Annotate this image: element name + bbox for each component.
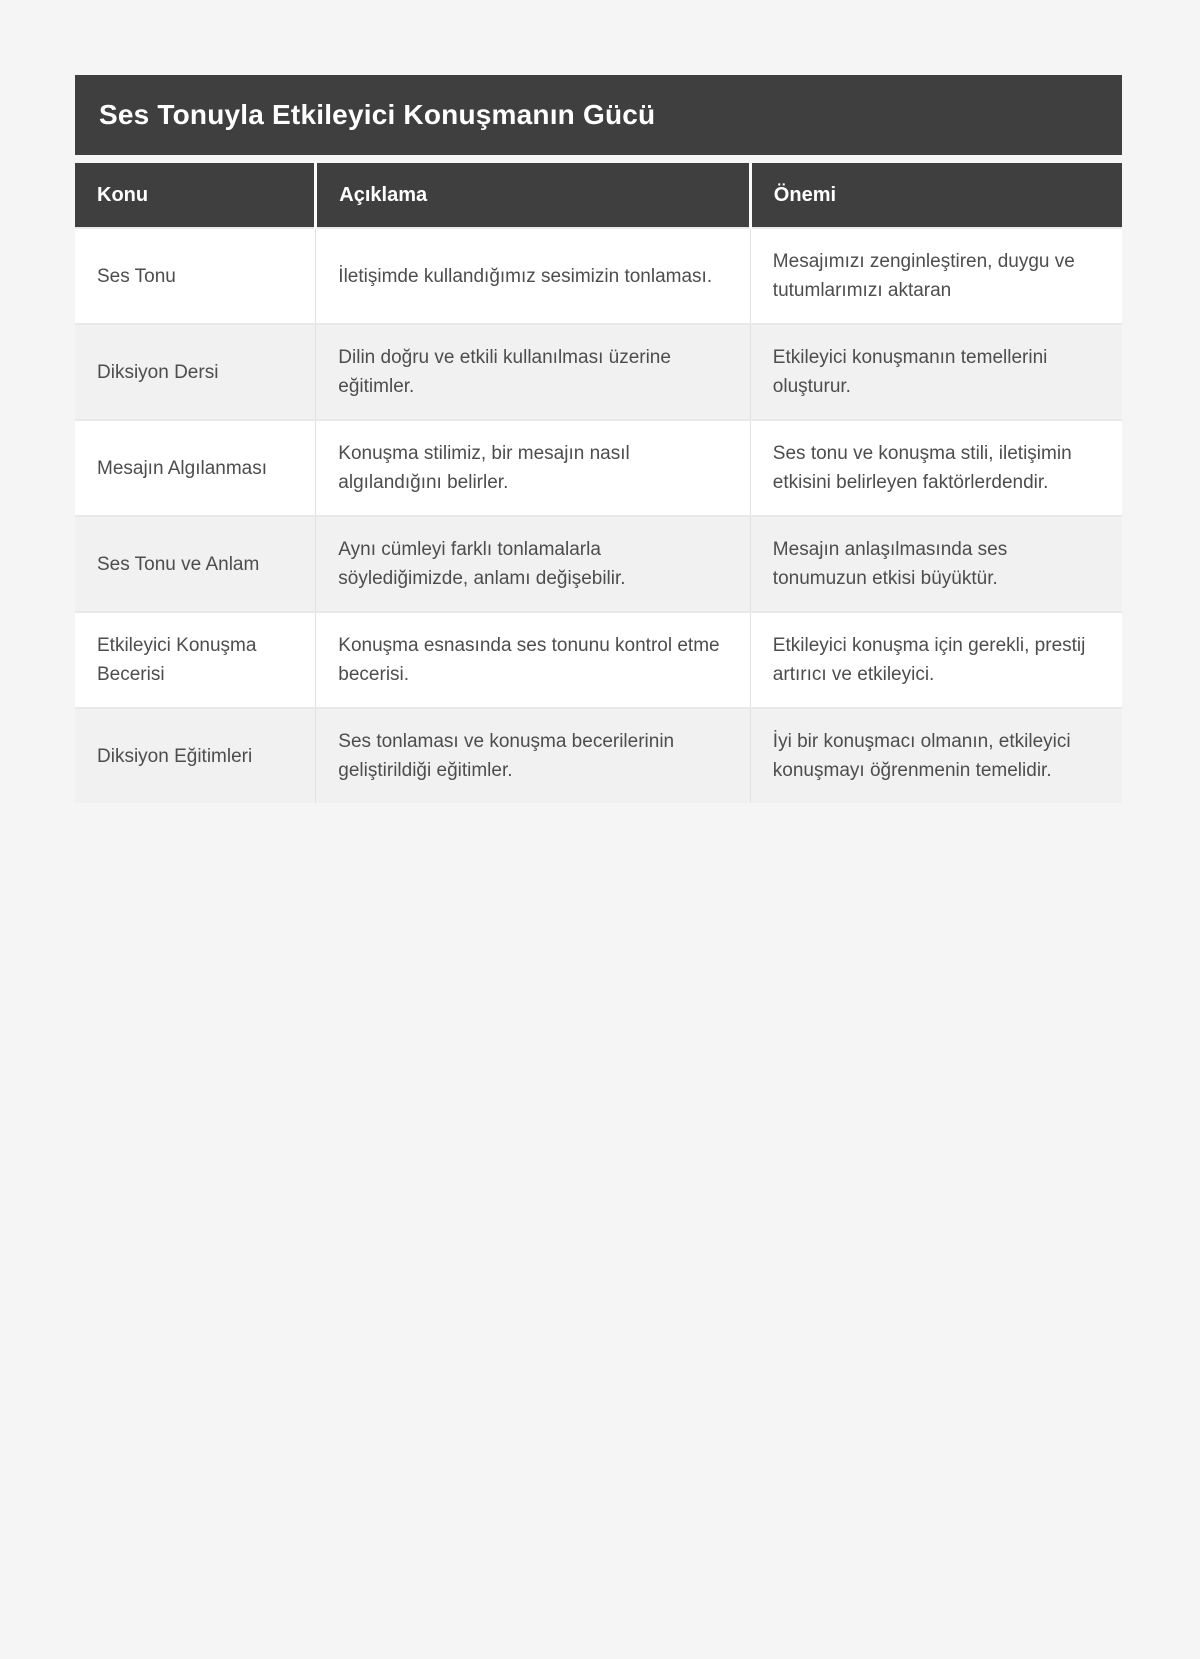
page-title: Ses Tonuyla Etkileyici Konuşmanın Gücü (75, 75, 1122, 155)
topics-table (75, 163, 1122, 803)
cell-onemi: İyi bir konuşmacı olmanın, etkileyici konuşmayı öğrenmenin temelidir. (750, 708, 1122, 803)
cell-konu: Mesajın Algılanması (75, 420, 316, 516)
cell-aciklama: Dilin doğru ve etkili kullanılması üzerine eğitimler. (316, 324, 751, 420)
cell-aciklama: İletişimde kullandığımız sesimizin tonlaması. (316, 228, 751, 324)
cell-konu: Etkileyici Konuşma Becerisi (75, 612, 316, 708)
table-row (75, 612, 1122, 708)
table-row (75, 324, 1122, 420)
cell-aciklama: Konuşma esnasında ses tonunu kontrol etme becerisi. (316, 612, 751, 708)
cell-onemi: Etkileyici konuşmanın temellerini oluşturur. (750, 324, 1122, 420)
table-row (75, 516, 1122, 612)
table-row (75, 708, 1122, 803)
table-header-row (75, 163, 1122, 228)
content-table-container (75, 75, 1122, 803)
cell-onemi: Mesajın anlaşılmasında ses tonumuzun etkisi büyüktür. (750, 516, 1122, 612)
column-header-konu: Konu (75, 163, 316, 228)
cell-aciklama: Aynı cümleyi farklı tonlamalarla söylediğimizde, anlamı değişebilir. (316, 516, 751, 612)
cell-onemi: Mesajımızı zenginleştiren, duygu ve tutumlarımızı aktaran (750, 228, 1122, 324)
cell-aciklama: Konuşma stilimiz, bir mesajın nasıl algılandığını belirler. (316, 420, 751, 516)
cell-konu: Diksiyon Dersi (75, 324, 316, 420)
column-header-onemi: Önemi (750, 163, 1122, 228)
cell-onemi: Ses tonu ve konuşma stili, iletişimin etkisini belirleyen faktörlerdendir. (750, 420, 1122, 516)
cell-konu: Ses Tonu (75, 228, 316, 324)
cell-konu: Diksiyon Eğitimleri (75, 708, 316, 803)
table-row (75, 228, 1122, 324)
cell-konu: Ses Tonu ve Anlam (75, 516, 316, 612)
cell-aciklama: Ses tonlaması ve konuşma becerilerinin geliştirildiği eğitimler. (316, 708, 751, 803)
table-row (75, 420, 1122, 516)
column-header-aciklama: Açıklama (316, 163, 751, 228)
cell-onemi: Etkileyici konuşma için gerekli, prestij artırıcı ve etkileyici. (750, 612, 1122, 708)
